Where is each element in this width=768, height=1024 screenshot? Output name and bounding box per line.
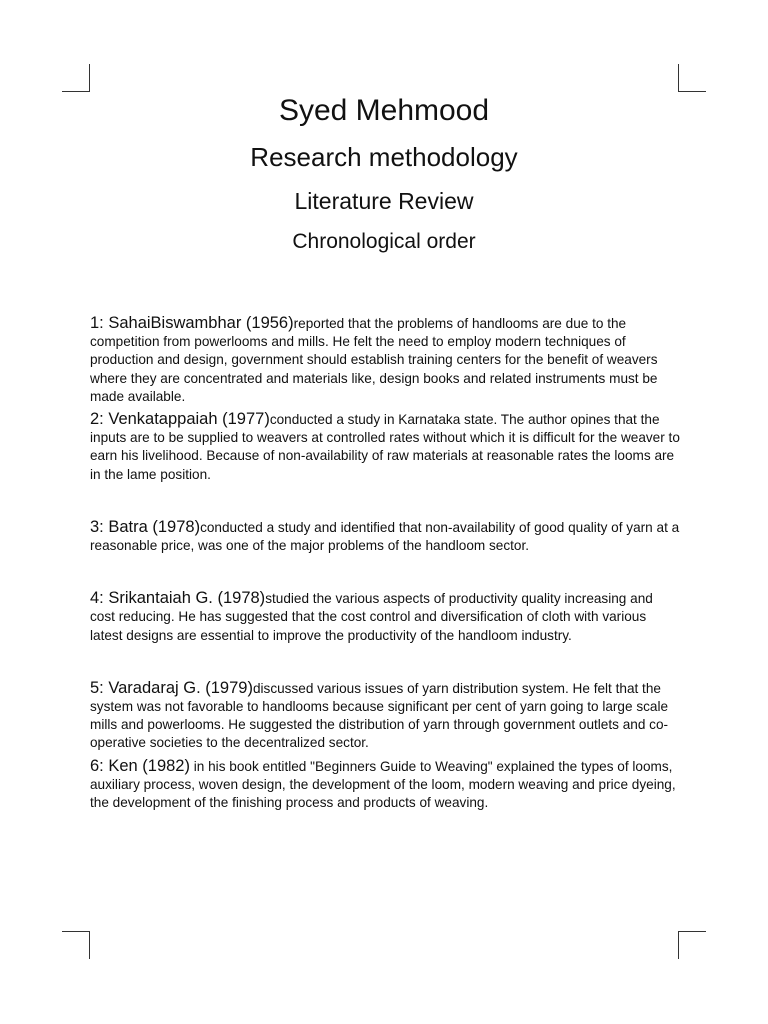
crop-mark-top-left bbox=[62, 64, 90, 92]
literature-entry bbox=[90, 314, 680, 406]
entry-text: studied the various aspects of productivity quality increasing and cost reducing. He has suggested that the cost control and diversification of cloth with various latest designs are essential to improve the productivity of the handloom industry. bbox=[90, 591, 653, 643]
crop-mark-top-right bbox=[678, 64, 706, 92]
literature-entry bbox=[90, 589, 680, 645]
entry-text: conducted a study and identified that non-availability of good quality of yarn at a reasonable price, was one of the major problems of the handloom sector. bbox=[90, 519, 680, 554]
entry-citation: 2: Venkatappaiah (1977) bbox=[90, 410, 270, 429]
section-title: Literature Review bbox=[294, 188, 474, 214]
section-subtitle: Chronological order bbox=[292, 230, 476, 253]
entry-citation: 6: Ken (1982) bbox=[90, 756, 190, 775]
literature-entry bbox=[90, 518, 680, 555]
crop-mark-bottom-left bbox=[62, 931, 90, 959]
entry-citation: 3: Batra (1978) bbox=[90, 517, 201, 536]
literature-entry bbox=[90, 679, 680, 753]
literature-entries bbox=[90, 314, 680, 812]
entry-citation: 1: SahaiBiswambhar (1956) bbox=[90, 314, 294, 332]
entry-text: in his book entitled "Beginners Guide to Weaving" explained the types of looms, auxiliary process, woven design, the development of the loom, modern weaving and price dyeing, the development of the finishing process and products of weaving. bbox=[90, 758, 676, 811]
entry-citation: 5: Varadaraj G. (1979) bbox=[90, 678, 253, 697]
entry-text: reported that the problems of handlooms are due to the competition from powerlooms and mills. He felt the need to employ modern techniques of production and design, government should establish training centers for the benefit of weavers where they are concentrated and materials like, design books and related instruments must be made available. bbox=[90, 316, 658, 404]
literature-entry bbox=[90, 757, 680, 813]
entry-text: conducted a study in Karnataka state. The author opines that the inputs are to be supplied to weavers at controlled rates without which it is difficult for the weaver to earn his livelihood. Because of non-availability of raw materials at reasonable rates the looms are in the lame position. bbox=[90, 412, 680, 482]
crop-mark-bottom-right bbox=[678, 931, 706, 959]
author-name: Syed Mehmood bbox=[278, 94, 490, 127]
entry-citation: 4: Srikantaiah G. (1978) bbox=[90, 589, 266, 608]
entry-text: discussed various issues of yarn distribution system. He felt that the system was not favorable to handlooms because significant per cent of yarn going to large scale mills and powerlooms. He suggested the distribution of yarn through government outlets and co-operative societies to the decentralized sector. bbox=[90, 680, 669, 751]
course-title: Research methodology bbox=[250, 142, 518, 172]
literature-entry bbox=[90, 410, 680, 484]
